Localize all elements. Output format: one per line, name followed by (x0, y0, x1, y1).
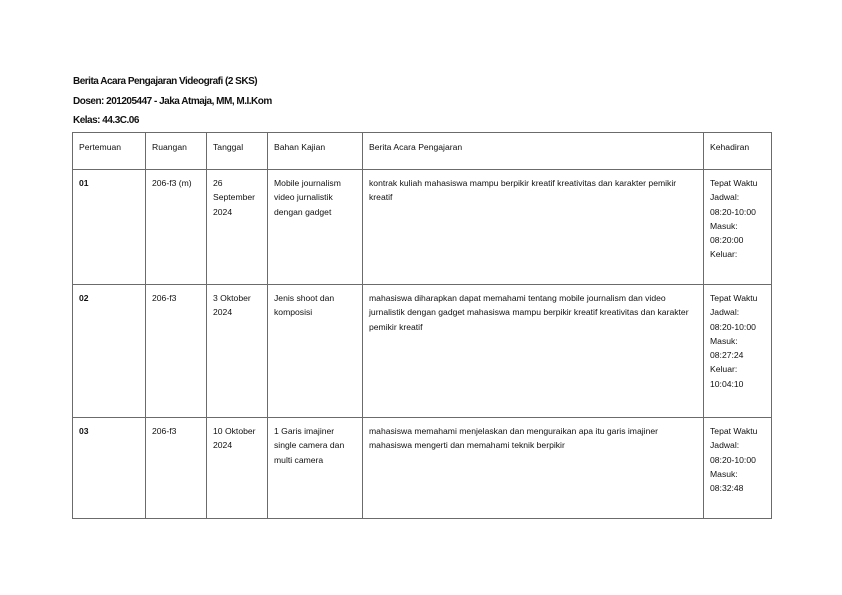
cell-tanggal: 26 September 2024 (207, 170, 268, 285)
cell-berita-acara: mahasiswa memahami menjelaskan dan menguraikan apa itu garis imajiner mahasiswa mengerti dan memahami teknik berpikir (363, 418, 704, 519)
cell-tanggal: 3 Oktober 2024 (207, 285, 268, 418)
cell-ruangan: 206-f3 (146, 285, 207, 418)
cell-bahan-kajian: Jenis shoot dan komposisi (268, 285, 363, 418)
kehadiran-status: Tepat Waktu (710, 293, 758, 303)
kehadiran-jadwal: Jadwal: 08:20-10:00 (710, 307, 756, 332)
cell-berita-acara: kontrak kuliah mahasiswa mampu berpikir kreatif kreativitas dan karakter pemikir kreatif (363, 170, 704, 285)
cell-berita-acara: mahasiswa diharapkan dapat memahami tentang mobile journalism dan video jurnalistik dengan gadget mahasiswa mampu berpikir kreatif kreativitas dan karakter pemikir kreatif (363, 285, 704, 418)
cell-tanggal: 10 Oktober 2024 (207, 418, 268, 519)
cell-kehadiran (704, 285, 772, 418)
kehadiran-jadwal: Jadwal: 08:20-10:00 (710, 192, 756, 217)
kehadiran-status: Tepat Waktu (710, 178, 758, 188)
cell-ruangan: 206-f3 (146, 418, 207, 519)
kehadiran-masuk: Masuk: 08:20:00 (710, 220, 744, 246)
table-row (73, 285, 772, 418)
cell-pertemuan: 01 (73, 170, 146, 285)
kehadiran-jadwal: Jadwal: 08:20-10:00 (710, 440, 756, 465)
column-header-kehadiran: Kehadiran (704, 133, 772, 170)
kehadiran-keluar: Keluar: (710, 249, 738, 260)
cell-pertemuan: 02 (73, 285, 146, 418)
column-header-ruangan: Ruangan (146, 133, 207, 170)
lecturer-info: Dosen: 201205447 - Jaka Atmaja, MM, M.I.Kom (73, 96, 272, 107)
attendance-table (72, 132, 772, 519)
class-info: Kelas: 44.3C.06 (73, 115, 139, 126)
cell-ruangan: 206-f3 (m) (146, 170, 207, 285)
cell-kehadiran (704, 418, 772, 519)
column-header-berita-acara: Berita Acara Pengajaran (363, 133, 704, 170)
kehadiran-masuk: Masuk: 08:32:48 (710, 468, 744, 494)
kehadiran-keluar: Keluar: 10:04:10 (710, 364, 744, 389)
document-title: Berita Acara Pengajaran Videografi (2 SKS) (73, 76, 258, 87)
table-row (73, 418, 772, 519)
table-row (73, 170, 772, 285)
cell-pertemuan: 03 (73, 418, 146, 519)
cell-bahan-kajian: 1 Garis imajiner single camera dan multi camera (268, 418, 363, 519)
column-header-tanggal: Tanggal (207, 133, 268, 170)
cell-bahan-kajian: Mobile journalism video jurnalistik dengan gadget (268, 170, 363, 285)
kehadiran-status: Tepat Waktu (710, 426, 758, 436)
table-header-row (73, 133, 772, 170)
column-header-bahan-kajian: Bahan Kajian (268, 133, 363, 170)
cell-kehadiran (704, 170, 772, 285)
kehadiran-masuk: Masuk: 08:27:24 (710, 335, 744, 361)
column-header-pertemuan: Pertemuan (73, 133, 146, 170)
